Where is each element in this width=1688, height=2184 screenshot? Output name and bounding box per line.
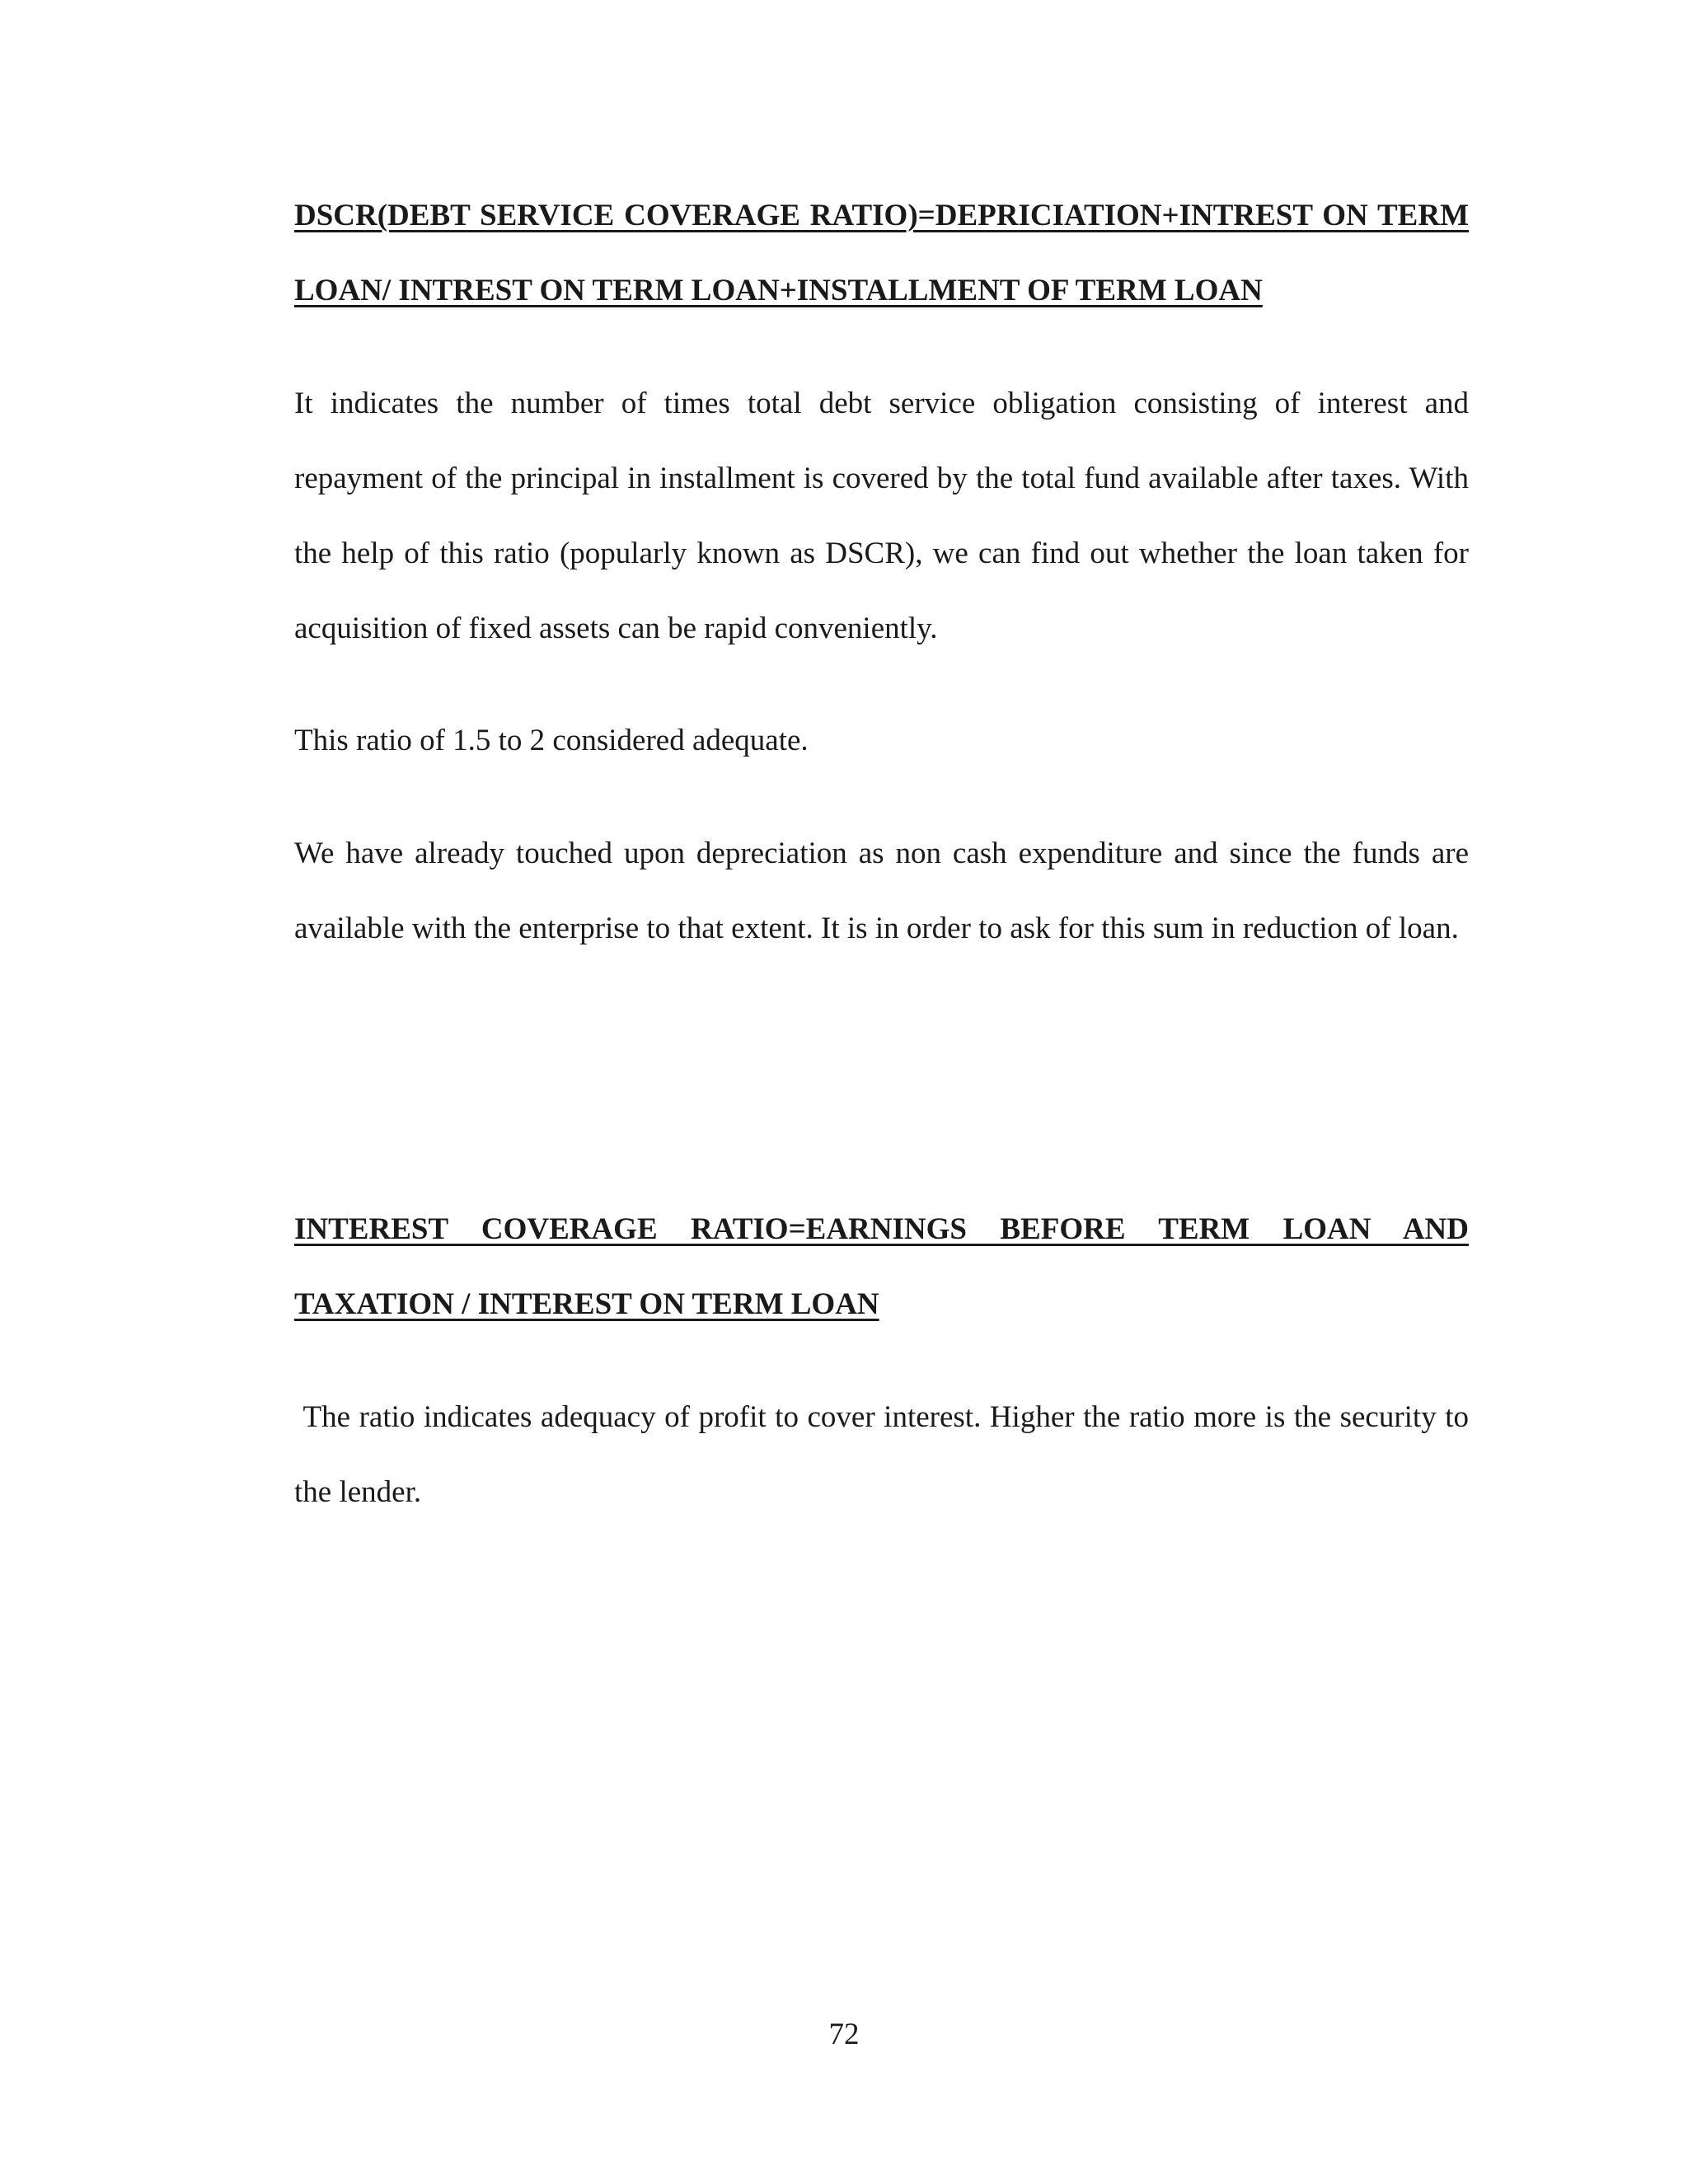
- interest-coverage-heading: INTEREST COVERAGE RATIO=EARNINGS BEFORE TERM LOAN AND TAXATION / INTEREST ON TERM LOAN: [294, 1212, 1469, 1321]
- dscr-adequacy-paragraph: This ratio of 1.5 to 2 considered adequate.: [294, 724, 809, 757]
- page-number: 72: [828, 2018, 860, 2051]
- interest-coverage-paragraph: The ratio indicates adequacy of profit to cover interest. Higher the ratio more is the security to the lender.: [294, 1400, 1477, 1509]
- depreciation-paragraph: We have already touched upon depreciation as non cash expenditure and since the funds are available with the enterprise to that extent. It is in order to ask for this sum in reduction of loan.: [294, 837, 1469, 945]
- dscr-heading: DSCR(DEBT SERVICE COVERAGE RATIO)=DEPRICIATION+INTREST ON TERM LOAN/ INTREST ON TERM LOAN+INSTALLMENT OF TERM LOAN: [294, 199, 1469, 307]
- dscr-description-paragraph: It indicates the number of times total debt service obligation consisting of interest and repayment of the principal in installment is covered by the total fund available after taxes. With the help of this ratio (popularly known as DSCR), we can find out whether the loan taken for acquisition of fixed assets can be rapid conveniently.: [294, 387, 1469, 645]
